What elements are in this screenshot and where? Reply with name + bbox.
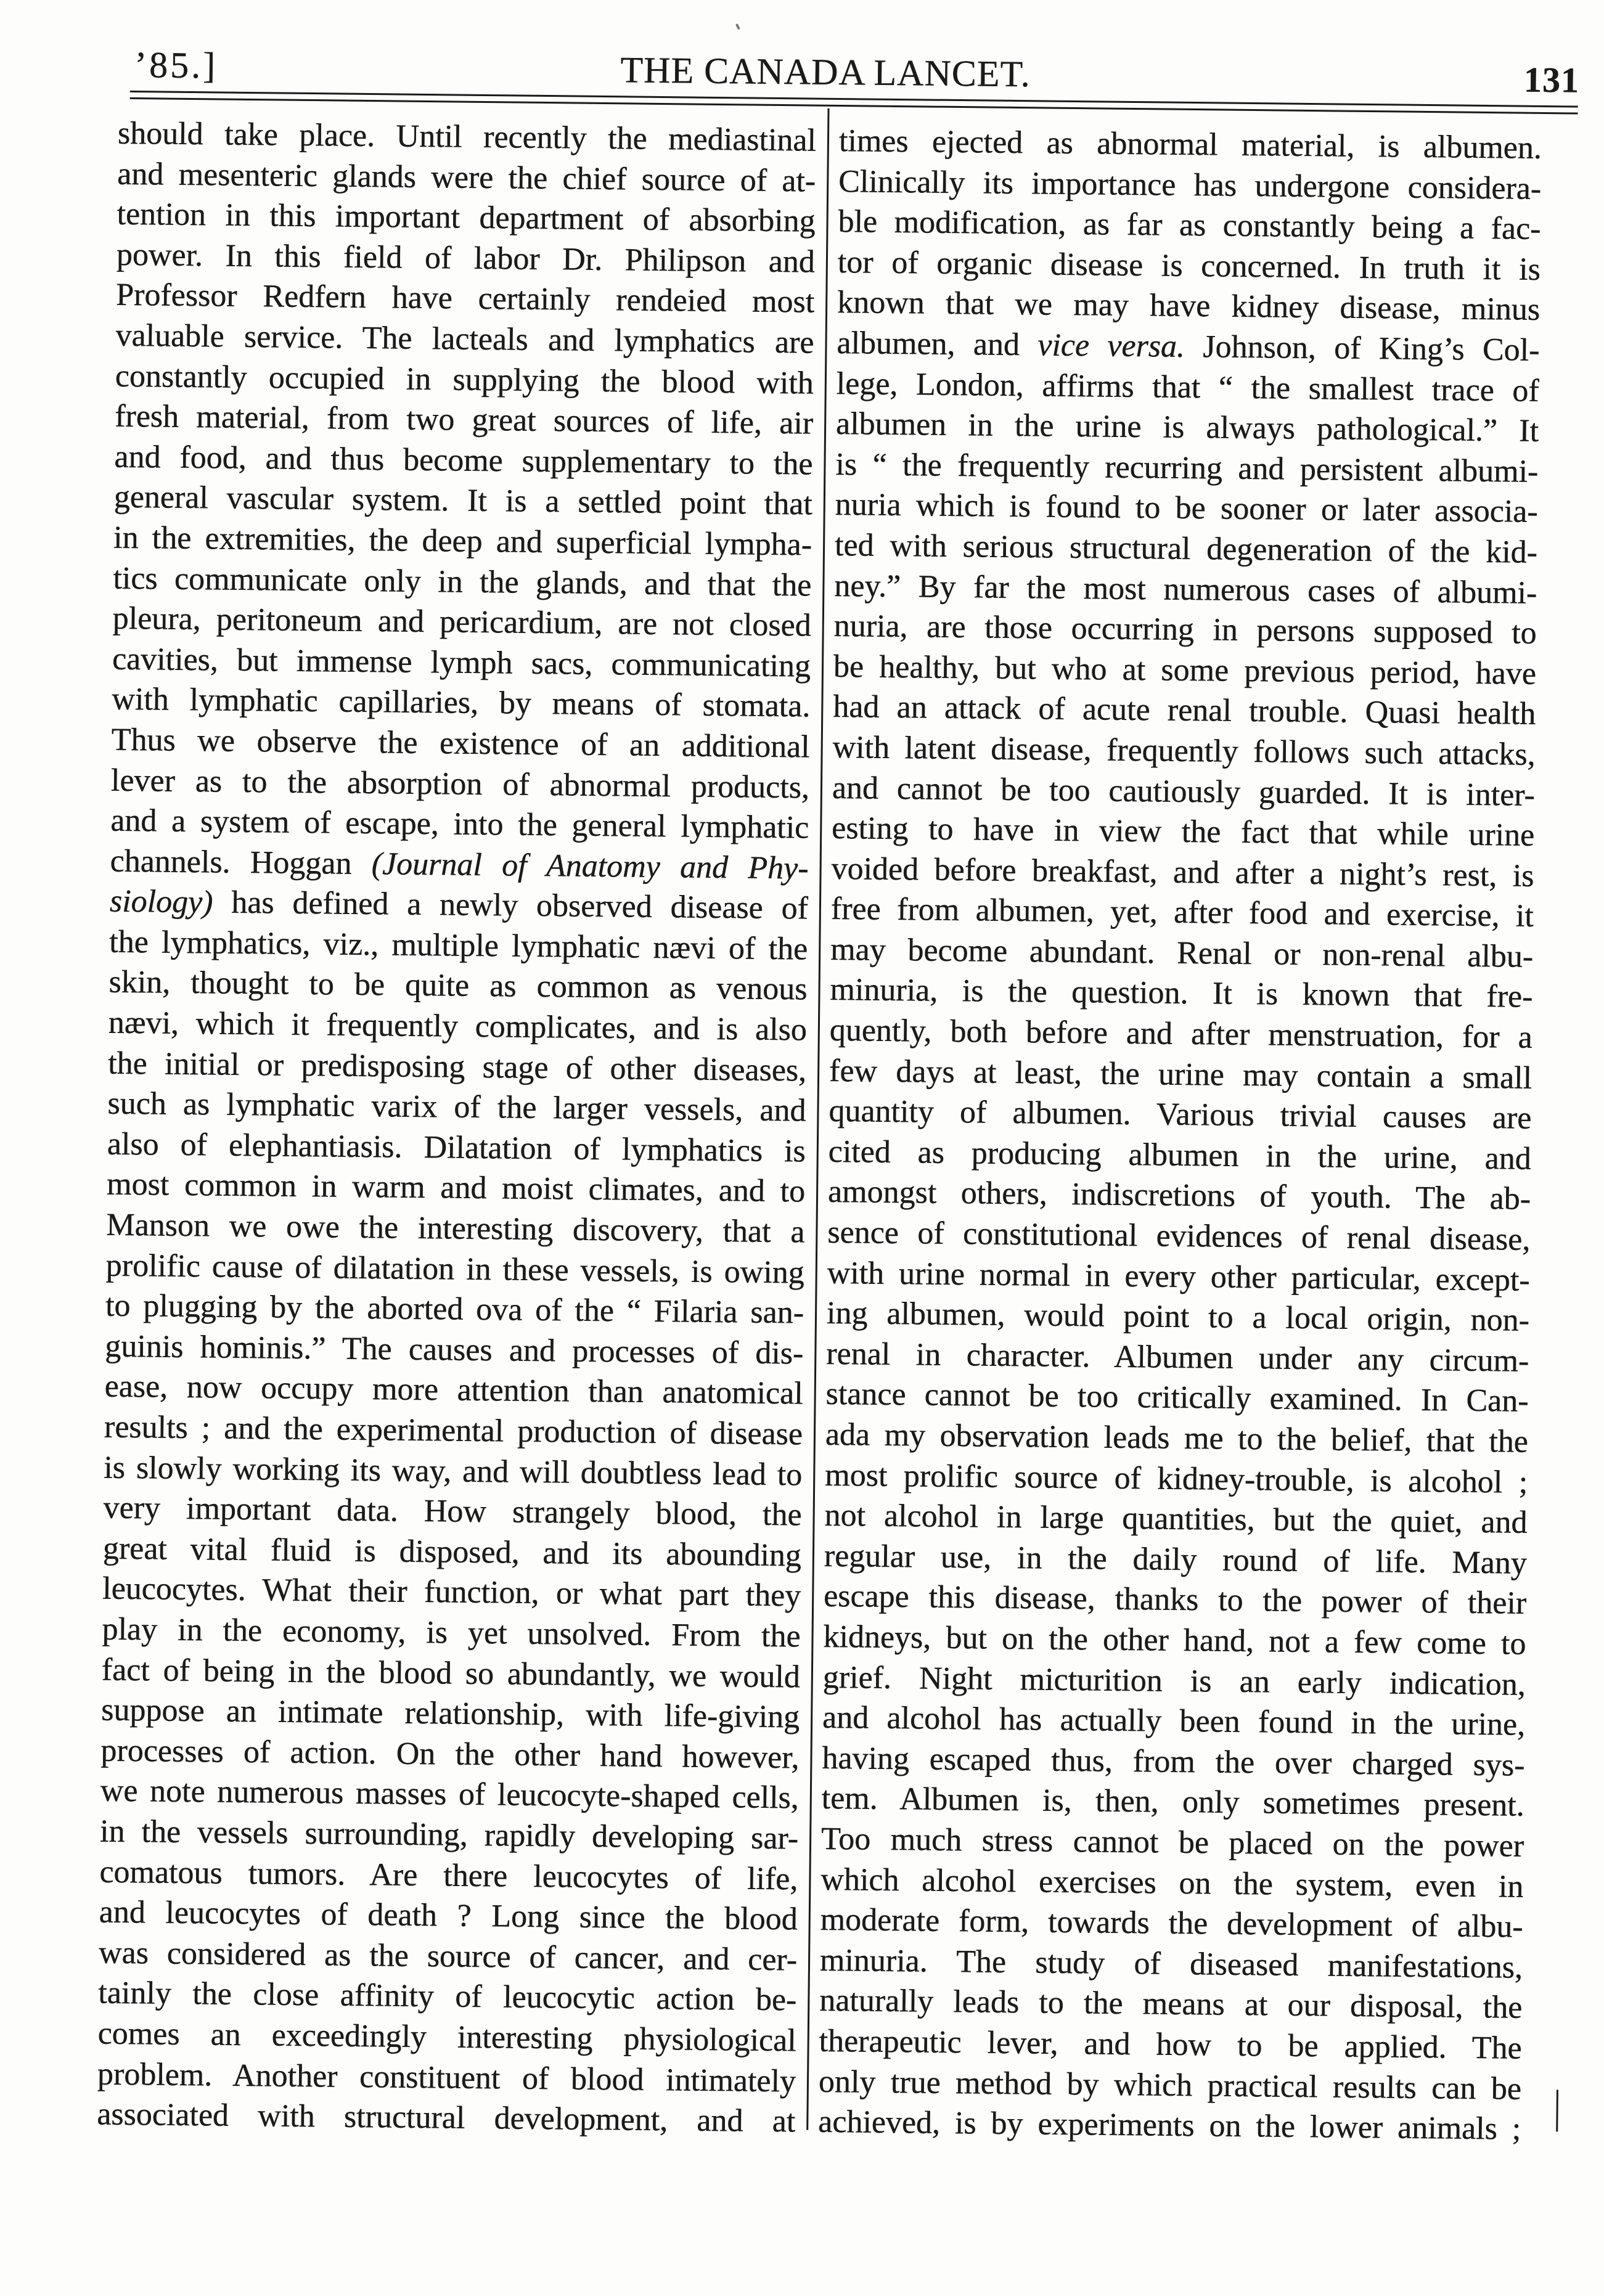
text-line: be healthy, but who at some previous period, have bbox=[833, 648, 1537, 692]
text-line: should take place. Until recently the mediastinal bbox=[117, 115, 817, 158]
text-line: such as lymphatic varix of the larger vessels, and bbox=[107, 1085, 806, 1129]
text-line: guinis hominis.” The causes and processes of dis- bbox=[105, 1328, 804, 1371]
text-line: and a system of escape, into the general lymphatic bbox=[110, 803, 809, 846]
text-line: amongst others, indiscretions of youth. The ab- bbox=[827, 1174, 1531, 1217]
text-line: fresh material, from two great sources of life, air bbox=[114, 398, 814, 441]
text-line: naturally leads to the means at our disposal, the bbox=[819, 1983, 1523, 2026]
running-head-title: THE CANADA LANCET. bbox=[620, 49, 1031, 95]
text-line: is “ the frequently recurring and persistent albumi- bbox=[835, 446, 1539, 489]
page-number: 131 bbox=[1523, 59, 1580, 100]
text-line: Thus we observe the existence of an additional bbox=[111, 722, 810, 765]
text-line: cited as producing albumen in the urine, and bbox=[828, 1134, 1532, 1177]
text-line: only true method by which practical results can be bbox=[818, 2064, 1522, 2107]
text-line: quantity of albumen. Various trivial causes are bbox=[829, 1093, 1532, 1137]
text-line: was considered as the source of cancer, and cer- bbox=[98, 1935, 798, 1978]
text-line: regular use, in the daily round of life. Many bbox=[824, 1538, 1528, 1581]
text-line: having escaped thus, from the over charged sys- bbox=[822, 1740, 1525, 1783]
text-line: comes an exceedingly interesting physiological bbox=[97, 2016, 797, 2059]
text-line: kidneys, but on the other hand, not a few come to bbox=[823, 1619, 1526, 1662]
text-line: voided before breakfast, and after a night’s rest, is bbox=[831, 851, 1534, 894]
margin-mark bbox=[1556, 2090, 1558, 2131]
text-line: times ejected as abnormal material, is albumen. bbox=[838, 123, 1542, 166]
text-line: in the extremities, the deep and superficial lympha- bbox=[113, 520, 812, 563]
text-line: is slowly working its way, and will doubtless lead to bbox=[104, 1450, 803, 1493]
text-line: quently, both before and after menstruation, for a bbox=[829, 1012, 1533, 1055]
text-line: play in the economy, is yet unsolved. From the bbox=[102, 1611, 801, 1654]
text-line: esting to have in view the fact that while urine bbox=[832, 811, 1535, 853]
text-line: tention in this important department of absorbing bbox=[117, 196, 816, 239]
text-segment: channels. Hoggan bbox=[110, 843, 372, 881]
text-line: which alcohol exercises on the system, even in bbox=[820, 1861, 1524, 1905]
text-line: cavities, but immense lymph sacs, communicating bbox=[112, 641, 811, 684]
text-line bbox=[110, 841, 809, 888]
text-line: Too much stress cannot be placed on the power bbox=[820, 1821, 1524, 1864]
text-line: leucocytes. What their function, or what part they bbox=[102, 1571, 801, 1614]
text-segment: Johnson, of King’s Col- bbox=[1184, 329, 1540, 368]
text-line: Manson we owe the interesting discovery, that a bbox=[106, 1207, 805, 1250]
text-line: also of elephantiasis. Dilatation of lymphatics is bbox=[107, 1126, 806, 1169]
text-line: most prolific source of kidney-trouble, is alcohol ; bbox=[825, 1457, 1528, 1500]
text-line: ted with serious structural degeneration of the kid- bbox=[834, 527, 1538, 570]
italic-text-segment: (Journal of Anatomy and Phy- bbox=[371, 846, 809, 886]
text-line: ble modification, as far as constantly being a fac- bbox=[838, 204, 1541, 247]
text-line: comatous tumors. Are there leucocytes of life, bbox=[99, 1854, 798, 1897]
scan-speck bbox=[735, 23, 740, 30]
italic-text-segment: siology) bbox=[109, 883, 213, 920]
text-line: ada my observation leads me to the belief, that the bbox=[825, 1416, 1529, 1460]
text-line: processes of action. On the other hand however, bbox=[100, 1733, 800, 1776]
text-line: most common in warm and moist climates, and to bbox=[106, 1167, 806, 1209]
text-line: ease, now occupy more attention than anatomical bbox=[104, 1369, 803, 1412]
text-line: very important data. How strangely blood, the bbox=[103, 1490, 802, 1533]
text-line: lege, London, affirms that “ the smallest trace of bbox=[836, 366, 1540, 409]
text-line: grief. Night micturition is an early indication, bbox=[822, 1659, 1526, 1702]
text-line: with urine normal in every other particular, except- bbox=[827, 1255, 1530, 1298]
text-segment: albumen, and bbox=[837, 325, 1038, 363]
text-line: with latent disease, frequently follows such attacks, bbox=[832, 729, 1536, 772]
text-line: problem. Another constituent of blood intimately bbox=[97, 2056, 796, 2099]
text-line: free from albumen, yet, after food and exercise, it bbox=[830, 891, 1534, 934]
text-line: achieved, is by experiments on the lower animals ; bbox=[818, 2104, 1521, 2147]
text-line: nuria, are those occurring in persons supposed to bbox=[833, 608, 1537, 651]
text-line: the initial or predisposing stage of other diseases, bbox=[107, 1045, 807, 1089]
text-line: Professor Redfern have certainly rendeied most bbox=[116, 277, 815, 320]
text-line: few days at least, the urine may contain a small bbox=[829, 1053, 1532, 1096]
text-line: with lymphatic capillaries, by means of stomata. bbox=[112, 681, 811, 724]
text-line: minuria, is the question. It is known that fre- bbox=[830, 972, 1533, 1015]
text-line: had an attack of acute renal trouble. Quasi health bbox=[833, 689, 1536, 732]
text-line: constantly occupied in supplying the blood with bbox=[115, 358, 814, 401]
text-line bbox=[110, 881, 809, 929]
text-line: great vital fluid is disposed, and its abounding bbox=[102, 1530, 802, 1574]
text-line: prolific cause of dilatation in these vessels, is owing bbox=[105, 1248, 805, 1291]
text-line: power. In this field of labor Dr. Philipson and bbox=[116, 237, 816, 280]
text-line: ing albumen, would point to a local origin, non- bbox=[826, 1296, 1530, 1339]
text-line: not alcohol in large quantities, but the quiet, and bbox=[824, 1498, 1528, 1540]
right-text-column bbox=[818, 121, 1542, 2149]
text-line: in the vessels surrounding, rapidly developing sar- bbox=[99, 1813, 799, 1857]
text-line: escape this disease, thanks to the power of their bbox=[823, 1579, 1527, 1622]
text-line: sence of constitutional evidences of renal disease, bbox=[827, 1214, 1531, 1257]
text-line: pleura, peritoneum and pericardium, are not closed bbox=[112, 600, 812, 643]
text-line: skin, thought to be quite as common as venous bbox=[108, 965, 808, 1007]
text-line: and leucocytes of death ? Long since the blood bbox=[99, 1894, 798, 1937]
text-line: valuable service. The lacteals and lymphatics are bbox=[115, 317, 814, 361]
left-text-column bbox=[97, 113, 816, 2142]
text-line: results ; and the experimental production of disease bbox=[104, 1409, 803, 1452]
text-line: may become abundant. Renal or non-renal albu- bbox=[830, 931, 1534, 974]
text-line: and mesenteric glands were the chief source of at- bbox=[117, 156, 816, 199]
text-line: minuria. The study of diseased manifestations, bbox=[819, 1942, 1523, 1985]
text-line: general vascular system. It is a settled point that bbox=[113, 480, 813, 522]
running-head-volume-mark: ’85.] bbox=[134, 44, 218, 86]
text-line: known that we may have kidney disease, minus bbox=[837, 285, 1541, 328]
text-line: nævi, which it frequently complicates, and is also bbox=[108, 1005, 808, 1048]
text-line: moderate form, towards the development of albu- bbox=[820, 1902, 1523, 1945]
text-line: tor of organic disease is concerned. In truth it is bbox=[837, 244, 1541, 287]
text-line: associated with structural development, and at bbox=[97, 2096, 796, 2139]
text-line: Clinically its importance has undergone considera- bbox=[838, 163, 1542, 206]
text-line: stance cannot be too critically examined. In Can- bbox=[825, 1376, 1529, 1420]
text-line: renal in character. Albumen under any circum- bbox=[826, 1336, 1529, 1379]
text-line bbox=[837, 323, 1540, 371]
text-line: we note numerous masses of leucocyte-shaped cells, bbox=[100, 1773, 800, 1816]
text-line: tics communicate only in the glands, and that the bbox=[113, 560, 812, 603]
text-line: fact of being in the blood so abundantly, we would bbox=[101, 1652, 801, 1695]
text-line: to plugging by the aborted ova of the “ Filaria san- bbox=[105, 1288, 804, 1331]
text-line: nuria which is found to be sooner or later associa- bbox=[835, 487, 1539, 530]
text-line: ney.” By far the most numerous cases of albumi- bbox=[834, 568, 1537, 611]
text-line: the lymphatics, viz., multiple lymphatic nævi of the bbox=[109, 924, 808, 967]
text-line: tainly the close affinity of leucocytic action be- bbox=[98, 1975, 797, 2018]
text-line: lever as to the absorption of abnormal products, bbox=[110, 762, 810, 806]
text-line: tem. Albumen is, then, only sometimes present. bbox=[821, 1781, 1525, 1824]
text-segment: has defined a newly observed disease of bbox=[213, 884, 809, 926]
italic-text-segment: vice versa. bbox=[1037, 327, 1185, 364]
text-line: therapeutic lever, and how to be applied. The bbox=[819, 2023, 1522, 2066]
text-line: and alcohol has actually been found in the urine, bbox=[822, 1699, 1526, 1742]
page-content bbox=[81, 4, 1589, 2159]
text-line: and cannot be too cautiously guarded. It is inter- bbox=[832, 770, 1536, 813]
text-line: albumen in the urine is always pathological.” It bbox=[835, 406, 1539, 449]
text-line: and food, and thus become supplementary to the bbox=[114, 439, 813, 482]
text-line: suppose an intimate relationship, with life-giving bbox=[100, 1692, 800, 1735]
